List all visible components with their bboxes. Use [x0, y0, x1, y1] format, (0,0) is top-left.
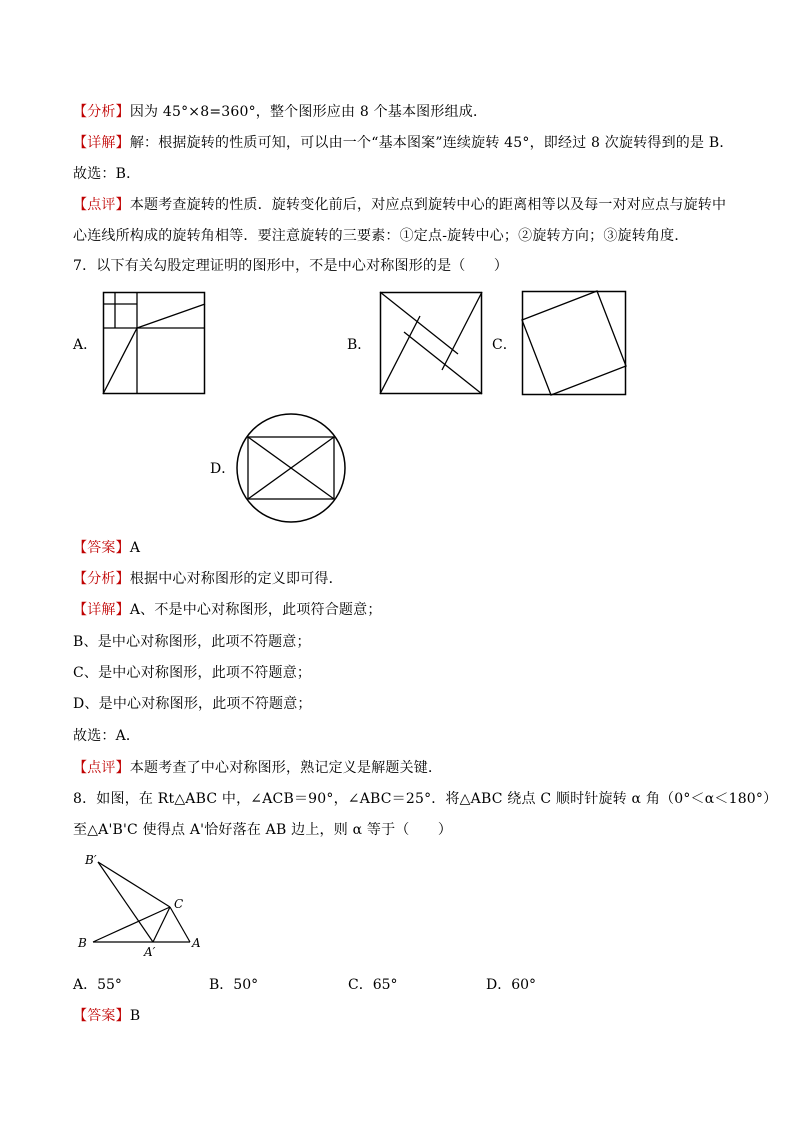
analysis-tag: 【分析】 — [73, 571, 130, 587]
q8-option-c: C．65° — [348, 977, 398, 993]
q7-answer — [73, 539, 140, 557]
choose-text: 故选：A． — [73, 728, 141, 744]
q6-analysis — [73, 103, 487, 121]
q7-option-a-label: A． — [73, 337, 98, 353]
label-c: C — [174, 897, 184, 911]
q6-comment-cont — [73, 227, 689, 245]
q7-detail — [73, 601, 382, 619]
detail-c: C、是中心对称图形，此项不符题意； — [73, 665, 312, 681]
comment-line-1: 本题考查旋转的性质．旋转变化前后，对应点到旋转中心的距离相等以及每一对对应点与旋转中 — [129, 197, 727, 213]
detail-d: D、是中心对称图形，此项不符题意； — [73, 696, 312, 712]
q6-comment — [73, 196, 726, 214]
label-b-prime: B′ — [85, 853, 97, 867]
detail-tag: 【详解】 — [73, 135, 130, 151]
q7-question — [73, 257, 508, 275]
label-a-prime: A′ — [144, 945, 156, 959]
analysis-tag: 【分析】 — [73, 104, 130, 120]
detail-b: B、是中心对称图形，此项不符题意； — [73, 634, 311, 650]
q7-figure-a — [103, 292, 205, 394]
q7-detail-d — [73, 695, 312, 713]
q7-figure-c — [522, 291, 626, 395]
q8-answer — [73, 1007, 140, 1025]
q8-triangle-figure — [78, 850, 218, 960]
q7-choose — [73, 727, 140, 745]
q7-figure-d — [236, 413, 346, 523]
label-b: B — [78, 936, 87, 950]
q7-option-d-label: D． — [210, 461, 236, 477]
analysis-text: 因为 45°×8=360°，整个图形应由 8 个基本图形组成． — [129, 104, 488, 120]
answer-value: B — [129, 1008, 141, 1024]
answer-tag: 【答案】 — [73, 1008, 130, 1024]
comment-text: 本题考查了中心对称图形，熟记定义是解题关键． — [129, 760, 443, 776]
detail-text: 解：根据旋转的性质可知，可以由一个“基本图案”连续旋转 45°，即经过 8 次旋转得到的是 B． — [129, 135, 734, 151]
analysis-text: 根据中心对称图形的定义即可得． — [129, 571, 343, 587]
q8-option-a: A．55° — [73, 977, 122, 993]
q8-option-d: D．60° — [486, 977, 537, 993]
q6-choose — [73, 165, 140, 183]
comment-tag: 【点评】 — [73, 197, 130, 213]
q8-question-line-2 — [73, 821, 452, 839]
q7-analysis — [73, 570, 343, 588]
q7-option-c-label: C． — [492, 337, 517, 353]
detail-a: A、不是中心对称图形，此项符合题意； — [129, 602, 382, 618]
q8-option-b: B．50° — [209, 977, 259, 993]
choose-text: 故选：B． — [73, 166, 141, 182]
answer-value: A — [129, 540, 141, 556]
q6-detail — [73, 134, 734, 152]
q7-detail-c — [73, 664, 311, 682]
comment-line-2: 心连线所构成的旋转角相等．要注意旋转的三要素：①定点-旋转中心；②旋转方向；③旋转角度． — [73, 228, 689, 244]
q8-question-line-1 — [73, 790, 777, 808]
question-text-1: 8．如图，在 Rt△ABC 中，∠ACB＝90°，∠ABC＝25°．将△ABC 绕点 C 顺时针旋转 α 角（0°＜α＜180°） — [73, 791, 778, 807]
answer-tag: 【答案】 — [73, 540, 130, 556]
question-text-2: 至△A'B'C 使得点 A'恰好落在 AB 边上，则 α 等于（ ） — [73, 822, 453, 838]
q7-comment — [73, 759, 442, 777]
question-text: 7．以下有关勾股定理证明的图形中，不是中心对称图形的是（ ） — [73, 258, 509, 274]
comment-tag: 【点评】 — [73, 760, 130, 776]
q7-figure-b — [380, 292, 482, 394]
q7-option-b-label: B． — [347, 337, 372, 353]
detail-tag: 【详解】 — [73, 602, 130, 618]
q7-detail-b — [73, 633, 311, 651]
label-a: A — [192, 936, 201, 950]
